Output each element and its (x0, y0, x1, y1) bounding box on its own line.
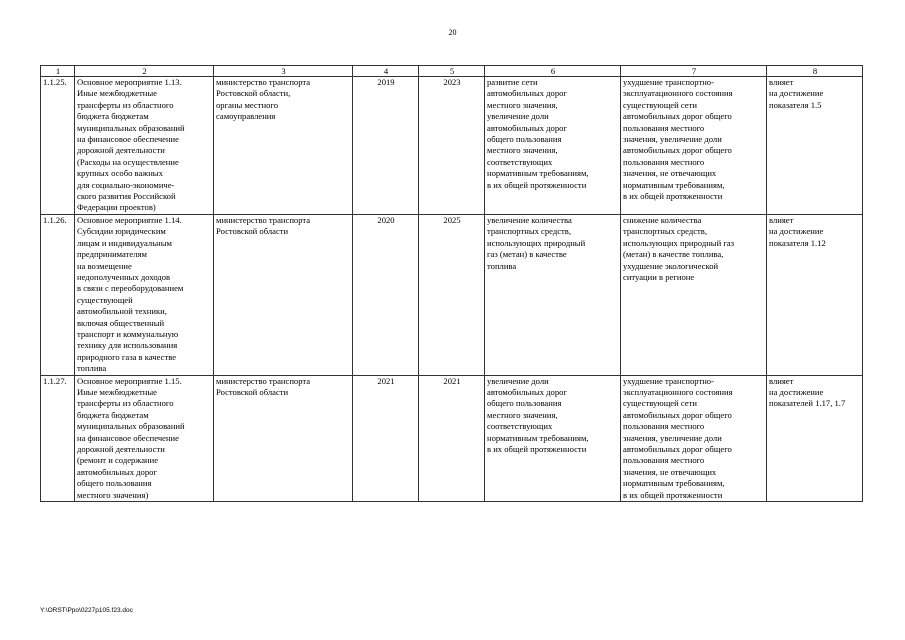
event-name-line: общего пользования (77, 478, 152, 489)
executor-cell (214, 77, 353, 215)
expected-result-line: в их общей протяженности (487, 444, 587, 454)
indicator-relation-line: влияет (769, 214, 794, 225)
event-name-line: бюджета бюджетам (77, 409, 149, 420)
non-implementation-consequence-line: автомобильных дорог общего (623, 111, 732, 122)
non-implementation-consequence-line: пользования местного (623, 455, 705, 466)
non-implementation-consequence-line: в их общей протяженности (623, 489, 723, 500)
event-name-line: Иные межбюджетные (77, 386, 157, 397)
expected-result-line: увеличение количества (487, 214, 572, 225)
event-name-line: Основное мероприятие 1.14. (77, 214, 182, 225)
executor-line: министерство транспорта (216, 375, 311, 386)
event-name-line: (Расходы на осуществление (77, 156, 179, 167)
event-name-line: Основное мероприятие 1.13. (77, 77, 182, 87)
event-name-line: на финансовое обеспечение (77, 134, 179, 145)
expected-result-line: использующих природный (487, 237, 586, 248)
non-implementation-consequence-line: использующих природный газ (623, 237, 735, 248)
col-header-6: 6 (485, 66, 621, 77)
end-year-cell: 2025 (419, 214, 485, 375)
non-implementation-consequence-line: автомобильных дорог общего (623, 409, 732, 420)
row-number-cell: 1.1.27. (41, 375, 75, 501)
executor-cell (214, 375, 353, 501)
non-implementation-consequence-line: существующей сети (623, 99, 697, 110)
event-name-line: в связи с переоборудованием (77, 283, 184, 294)
event-name-line: Иные межбюджетные (77, 88, 157, 99)
event-name-line: лицам и индивидуальным (77, 237, 172, 248)
event-name-line: ского развития Российской (77, 191, 176, 202)
non-implementation-consequence-line: значения, увеличение доли (623, 432, 722, 443)
indicator-relation-line: показателей 1.17, 1.7 (769, 398, 846, 409)
expected-result-line: автомобильных дорог (487, 386, 567, 397)
non-implementation-consequence-cell (621, 375, 767, 501)
indicator-relation-line: на достижение (769, 88, 824, 99)
non-implementation-consequence-line: ухудшение транспортно- (623, 77, 714, 87)
table-row (41, 214, 863, 375)
end-year-cell: 2021 (419, 375, 485, 501)
event-name-line: существующей (77, 294, 133, 305)
executor-cell (214, 214, 353, 375)
non-implementation-consequence-line: в их общей протяженности (623, 191, 723, 202)
col-header-2: 2 (75, 66, 214, 77)
col-header-5: 5 (419, 66, 485, 77)
expected-result-line: увеличение доли (487, 375, 549, 386)
event-name-line: бюджета бюджетам (77, 111, 149, 122)
non-implementation-consequence-line: эксплуатационного состояния (623, 88, 733, 99)
event-name-cell (75, 375, 214, 501)
expected-result-line: нормативным требованиям, (487, 168, 589, 179)
expected-result-line: газ (метан) в качестве (487, 249, 567, 260)
event-name-line: транспорт и коммунальную (77, 328, 179, 339)
executor-line: самоуправления (216, 111, 276, 122)
expected-result-line: автомобильных дорог (487, 88, 567, 99)
non-implementation-consequence-line: эксплуатационного состояния (623, 386, 733, 397)
event-name-line: автомобильной техники, (77, 306, 167, 317)
non-implementation-consequence-line: значения, не отвечающих (623, 168, 717, 179)
event-name-cell (75, 214, 214, 375)
expected-result-line: местного значения, (487, 99, 558, 110)
executor-line: министерство транспорта (216, 77, 311, 87)
row-number-cell: 1.1.25. (41, 77, 75, 215)
expected-result-cell (485, 214, 621, 375)
expected-result-line: местного значения, (487, 145, 558, 156)
expected-result-cell (485, 375, 621, 501)
indicator-relation-cell (767, 77, 863, 215)
expected-result-cell (485, 77, 621, 215)
event-name-line: на возмещение (77, 260, 132, 271)
non-implementation-consequence-line: нормативным требованиям, (623, 179, 725, 190)
start-year-cell: 2021 (353, 375, 419, 501)
start-year-cell: 2019 (353, 77, 419, 215)
expected-result-line: нормативным требованиям, (487, 432, 589, 443)
non-implementation-consequence-line: снижение количества (623, 214, 702, 225)
col-header-1: 1 (41, 66, 75, 77)
expected-result-line: соответствующих (487, 156, 553, 167)
event-name-line: трансферты из областного (77, 99, 174, 110)
executor-line: Ростовской области (216, 386, 289, 397)
expected-result-line: общего пользования (487, 134, 562, 145)
executor-line: органы местного (216, 99, 278, 110)
row-number-cell: 1.1.26. (41, 214, 75, 375)
event-name-line: (ремонт и содержание (77, 455, 159, 466)
indicator-relation-line: показателя 1.5 (769, 99, 822, 110)
event-name-line: недополученных доходов (77, 271, 171, 282)
event-name-line: природного газа в качестве (77, 351, 177, 362)
event-name-line: предпринимателям (77, 249, 147, 260)
event-name-line: для социально-экономиче- (77, 179, 175, 190)
non-implementation-consequence-line: существующей сети (623, 398, 697, 409)
non-implementation-consequence-cell (621, 77, 767, 215)
event-name-cell (75, 77, 214, 215)
col-header-4: 4 (353, 66, 419, 77)
measures-table (40, 65, 863, 502)
indicator-relation-cell (767, 375, 863, 501)
event-name-line: Основное мероприятие 1.15. (77, 375, 182, 386)
event-name-line: автомобильных дорог (77, 466, 157, 477)
indicator-relation-line: влияет (769, 77, 794, 87)
non-implementation-consequence-line: ухудшение экологической (623, 260, 719, 271)
executor-line: министерство транспорта (216, 214, 311, 225)
expected-result-line: топлива (487, 260, 517, 271)
indicator-relation-line: на достижение (769, 386, 824, 397)
expected-result-line: развитие сети (487, 77, 538, 87)
expected-result-line: общего пользования (487, 398, 562, 409)
expected-result-line: соответствующих (487, 421, 553, 432)
non-implementation-consequence-line: значения, не отвечающих (623, 466, 717, 477)
indicator-relation-line: на достижение (769, 226, 824, 237)
col-header-8: 8 (767, 66, 863, 77)
event-name-line: включая общественный (77, 317, 165, 328)
event-name-line: крупных особо важных (77, 168, 163, 179)
non-implementation-consequence-line: транспортных средств, (623, 226, 707, 237)
non-implementation-consequence-line: автомобильных дорог общего (623, 444, 732, 454)
event-name-line: муниципальных образований (77, 122, 185, 133)
executor-line: Ростовской области, (216, 88, 291, 99)
indicator-relation-line: влияет (769, 375, 794, 386)
event-name-line: дорожной деятельности (77, 444, 165, 454)
non-implementation-consequence-line: (метан) в качестве топлива, (623, 249, 724, 260)
event-name-line: технику для использования (77, 340, 178, 351)
non-implementation-consequence-line: ситуации в регионе (623, 271, 695, 282)
event-name-line: на финансовое обеспечение (77, 432, 179, 443)
indicator-relation-line: показателя 1.12 (769, 237, 826, 248)
expected-result-line: транспортных средств, (487, 226, 571, 237)
event-name-line: Субсидии юридическим (77, 226, 166, 237)
non-implementation-consequence-cell (621, 214, 767, 375)
non-implementation-consequence-line: пользования местного (623, 122, 705, 133)
table-row (41, 375, 863, 501)
page-number: 20 (448, 28, 457, 37)
event-name-line: дорожной деятельности (77, 145, 165, 156)
event-name-line: местного значения) (77, 489, 149, 500)
indicator-relation-cell (767, 214, 863, 375)
file-path-footer: Y:\ORST\Ppo\0227p105.f23.doc (40, 607, 133, 614)
non-implementation-consequence-line: нормативным требованиям, (623, 478, 725, 489)
end-year-cell: 2023 (419, 77, 485, 215)
event-name-line: Федерации проектов) (77, 202, 156, 213)
start-year-cell: 2020 (353, 214, 419, 375)
col-header-3: 3 (214, 66, 353, 77)
expected-result-line: увеличение доли (487, 111, 549, 122)
expected-result-line: в их общей протяженности (487, 179, 587, 190)
non-implementation-consequence-line: пользования местного (623, 156, 705, 167)
event-name-line: трансферты из областного (77, 398, 174, 409)
expected-result-line: автомобильных дорог (487, 122, 567, 133)
event-name-line: топлива (77, 363, 107, 374)
non-implementation-consequence-line: ухудшение транспортно- (623, 375, 714, 386)
expected-result-line: местного значения, (487, 409, 558, 420)
executor-line: Ростовской области (216, 226, 289, 237)
header-row (41, 66, 863, 77)
non-implementation-consequence-line: пользования местного (623, 421, 705, 432)
non-implementation-consequence-line: значения, увеличение доли (623, 134, 722, 145)
event-name-line: муниципальных образований (77, 421, 185, 432)
col-header-7: 7 (621, 66, 767, 77)
table-row (41, 77, 863, 215)
non-implementation-consequence-line: автомобильных дорог общего (623, 145, 732, 156)
